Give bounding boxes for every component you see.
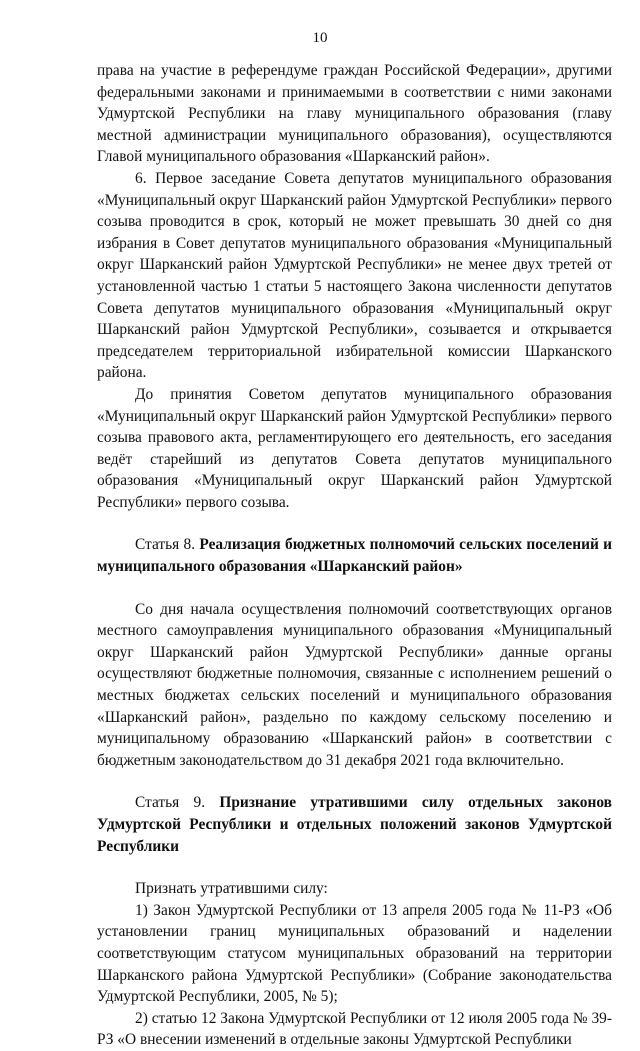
- article-label: Статья 8.: [135, 536, 196, 554]
- article-title: Реализация бюджетных полномочий сельских поселений и муниципального образования «Шарканский район»: [97, 536, 613, 576]
- paragraph: права на участие в референдуме граждан Российской Федерации», другими федеральными законами и принимаемыми в соответствии с ними законами Удмуртской Республики на главу муниципального образования (главу местной администрации муниципального образования), осуществляются Главой муниципального образования «Шарканский район».: [97, 62, 612, 166]
- paragraph: 2) статью 12 Закона Удмуртской Республики от 12 июля 2005 года № 39-РЗ «О внесении изменений в отдельные законы Удмуртской Республики: [97, 1009, 612, 1049]
- article-title: Признание утратившими силу отдельных законов Удмуртской Республики и отдельных положений законов Удмуртской Республики: [97, 794, 612, 855]
- article-8-heading: [97, 534, 612, 577]
- article-label: Статья 9.: [135, 794, 206, 812]
- paragraph: До принятия Советом депутатов муниципального образования «Муниципальный округ Шарканский район Удмуртской Республики» первого созыва правового акта, регламентирующего его деятельность, его заседания ведёт старейший из депутатов Совета депутатов муниципального образования «Муниципальный округ Шарканский район Удмуртской Республики» первого созыва.: [97, 385, 612, 511]
- paragraph: Со дня начала осуществления полномочий соответствующих органов местного самоуправления муниципального образования «Муниципальный округ Шарканский район Удмуртской Республики» данные органы осуществляют бюджетные полномочия, связанные с исполнением решений о местных бюджетах сельских поселений и муниципального образования «Шарканский район», раздельно по каждому сельскому поселению и муниципальному образованию «Шарканский район» в соответствии с бюджетным законодательством до 31 декабря 2021 года включительно.: [97, 600, 612, 769]
- paragraph: 1) Закон Удмуртской Республики от 13 апреля 2005 года № 11-РЗ «Об установлении границ муниципальных образований и наделении соответствующим статусом муниципальных образований на территории Шарканского района Удмуртской Республики» (Собрание законодательства Удмуртской Республики, 2005, № 5);: [97, 901, 612, 1006]
- paragraph: 6. Первое заседание Совета депутатов муниципального образования «Муниципальный округ Шарканский район Удмуртской Республики» первого созыва проводится в срок, который не может превышать 30 дней со дня избрания в Совет депутатов муниципального образования «Муниципальный округ Шарканский район Удмуртской Республики» не менее двух третей от установленной частью 1 статьи 5 настоящего Закона численности депутатов Совета депутатов муниципального образования «Муниципальный округ Шарканский район Удмуртской Республики», созывается и открывается председателем территориальной избирательной комиссии Шарканского района.: [97, 169, 612, 382]
- paragraph: Признать утратившими силу:: [135, 880, 328, 898]
- page-number: 10: [312, 30, 328, 46]
- article-9-heading: [97, 792, 612, 857]
- document-body: [97, 60, 612, 1051]
